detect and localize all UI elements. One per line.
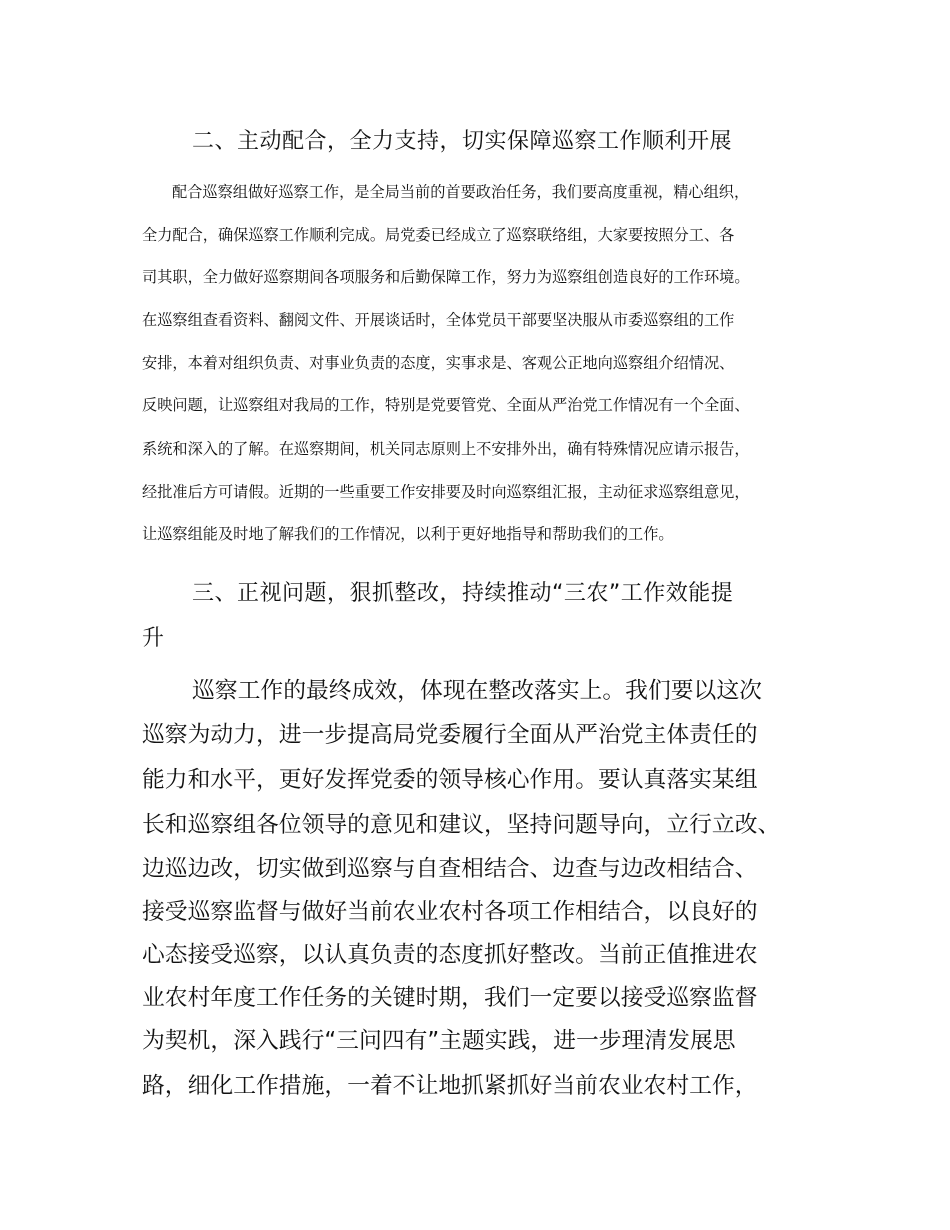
section-3-line: 接受巡察监督与做好当前农业农村各项工作相结合，以良好的 bbox=[142, 899, 758, 925]
section-3-line: 业农村年度工作任务的关键时期，我们一定要以接受巡察监督 bbox=[142, 985, 758, 1011]
section-2-line: 在巡察组查看资料、翻阅文件、开展谈话时，全体党员干部要坚决服从市委巡察组的工作 bbox=[142, 311, 735, 329]
section-2-line: 全力配合，确保巡察工作顺利完成。局党委已经成立了巡察联络组，大家要按照分工、各 bbox=[142, 226, 735, 244]
section-3-line: 心态接受巡察，以认真负责的态度抓好整改。当前正值推进农 bbox=[142, 942, 758, 968]
section-3-line: 边巡边改，切实做到巡察与自查相结合、边查与边改相结合、 bbox=[142, 856, 758, 882]
section-2-line: 经批准后方可请假。近期的一些重要工作安排要及时向巡察组汇报，主动征求巡察组意见， bbox=[142, 483, 750, 501]
section-3-line: 巡察工作的最终成效，体现在整改落实上。我们要以这次 bbox=[192, 678, 762, 704]
section-3-heading-continuation: 升 bbox=[142, 626, 165, 651]
section-3-line: 长和巡察组各位领导的意见和建议，坚持问题导向，立行立改、 bbox=[142, 812, 781, 838]
section-3-line: 路，细化工作措施，一着不让地抓紧抓好当前农业农村工作， bbox=[142, 1073, 758, 1099]
section-2-line: 反映问题，让巡察组对我局的工作，特别是党要管党、全面从严治党工作情况有一个全面、 bbox=[142, 396, 750, 414]
section-3-line: 能力和水平，更好发挥党委的领导核心作用。要认真落实某组 bbox=[142, 767, 758, 793]
section-2-line: 系统和深入的了解。在巡察期间，机关同志原则上不安排外出，确有特殊情况应请示报告， bbox=[142, 440, 750, 458]
section-3-heading: 三、正视问题，狠抓整改，持续推动“三农”工作效能提 bbox=[192, 581, 734, 606]
section-3-line: 为契机，深入践行“三问四有”主题实践，进一步理清发展思 bbox=[142, 1028, 736, 1054]
section-2-line: 安排，本着对组织负责、对事业负责的态度，实事求是、客观公正地向巡察组介绍情况、 bbox=[142, 354, 735, 372]
section-3-line: 巡察为动力，进一步提高局党委履行全面从严治党主体责任的 bbox=[142, 722, 758, 748]
section-2-heading: 二、主动配合，全力支持，切实保障巡察工作顺利开展 bbox=[192, 129, 733, 154]
section-2-line: 让巡察组能及时地了解我们的工作情况，以利于更好地指导和帮助我们的工作。 bbox=[142, 525, 674, 543]
section-2-line: 司其职，全力做好巡察期间各项服务和后勤保障工作，努力为巡察组创造良好的工作环境。 bbox=[142, 268, 750, 286]
section-2-line: 配合巡察组做好巡察工作，是全局当前的首要政治任务，我们要高度重视，精心组织， bbox=[172, 183, 750, 201]
